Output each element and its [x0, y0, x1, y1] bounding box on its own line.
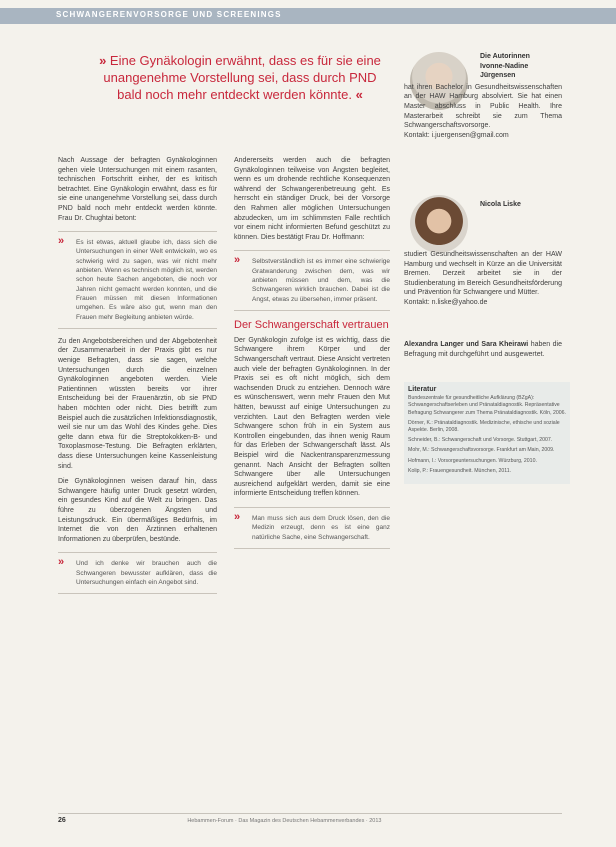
author-bio-text: hat ihren Bachelor in Gesundheitswissenschaften an der HAW Hamburg absolviert. Sie hat einen Master abschluss in Public Health. Ihre Masterarbeit schreibt sie zum Thema Schwangerschaftsvorsorge. — [404, 83, 562, 130]
literature-item: Schneider, B.: Schwangerschaft und Vorsorge. Stuttgart, 2007. — [408, 437, 553, 444]
author-name: Ivonne-Nadine Jürgensen — [480, 62, 529, 80]
quote-open-mark: » — [99, 53, 107, 68]
author-credit — [404, 340, 562, 359]
literature-item: Dörner, K.: Pränataldiagnostik. Medizinische, ethische und soziale Aspekte. Berlin, 2008. — [408, 419, 560, 434]
chevron-icon: » — [58, 235, 65, 248]
text-column-2 — [234, 156, 390, 557]
quote-text: Eine Gynäkologin erwähnt, dass es für sie eine unangenehme Vorstellung sei, dass durch PND bald noch mehr entdeckt werden könnte. — [103, 53, 381, 102]
citation-text: Es ist etwas, aktuell glaube ich, dass sich die Untersuchungen in einer Welt entwickeln, wo es schwierig wird zu sagen, was wir nicht mehr anbieten. Wenn es technisch möglich ist, werden schon heute Sachen angeboten, die noch vor Jahren nicht gemacht werden konnten, und die Frauen müssen mit diesen Informationen umgehen. Es wäre also gut, wenn man den Frauen mehr Begleitung anbieten würde. — [76, 239, 217, 321]
paragraph: Nach Aussage der befragten Gynäkologinnen gehen viele Untersuchungen mit einem rasanten, technischen Fortschritt einher, der es kritisch betrachtet. Eine Gynäkologin erwähnt, dass es für sie eine unangenehme Vorstellung sei, dass durch PND bald noch mehr entdeckt werden könnte. Frau Dr. Chughtai betont: — [58, 157, 217, 222]
quote-close-mark: « — [355, 87, 363, 102]
citation-box — [234, 507, 390, 549]
author-name: Nicola Liske — [480, 201, 521, 208]
text-column-1 — [58, 156, 217, 602]
pull-quote — [92, 52, 388, 103]
author-bio-text: studiert Gesundheitswissenschaften an der HAW Hamburg und wechselt in Kürze an die Universität Bremen. Derzeit arbeitet sie in der Studienberatung im Bereich Gesundheitsförderung und Prävention für Schwangere und Mütter. — [404, 251, 562, 297]
section-title: SCHWANGERENVORSORGE UND SCREENINGS — [56, 10, 282, 19]
page-footer — [58, 813, 562, 824]
paragraph: Die Gynäkologinnen weisen darauf hin, dass Schwangere häufig unter Druck gesetzt würden, ein gesundes Kind auf die Welt zu bringen. Das führe zu überzogenen Ängsten und Leistungsdruck. Ein übermäßiges Bedürfnis, im Internet die von den Ärztinnen erhaltenen Informationen zu überprüfen, bestünde. — [58, 478, 217, 543]
author-bio-2 — [404, 200, 562, 308]
citation-text: Und ich denke wir brauchen auch die Schwangeren bewusster aufklären, dass die Untersuchungen einfach ein Angebot sind. — [76, 560, 217, 586]
citation-box — [58, 552, 217, 594]
author-bio-1 — [404, 52, 562, 140]
subheading: Der Schwangerschaft vertrauen — [234, 318, 389, 331]
author-contact: Kontakt: i.juergensen@gmail.com — [404, 131, 509, 139]
citation-text: Man muss sich aus dem Druck lösen, den die Medizin erzeugt, denn es ist eine ganz natürliche Sache, eine Schwangerschaft. — [252, 514, 390, 541]
citation-text: Selbstverständlich ist es immer eine schwierige Gratwanderung zwischen dem, was wir anbieten müssen und dem, was die Schwangeren wirklich brauchen. Dabei ist die Angst, etwas zu übersehen, immer präsent. — [252, 258, 390, 303]
author-contact: Kontakt: n.liske@yahoo.de — [404, 298, 488, 306]
literature-item: Mohr, M.: Schwangerschaftsvorsorge. Frankfurt am Main, 2009. — [408, 447, 555, 454]
citation — [234, 510, 390, 542]
literature-box — [404, 382, 570, 484]
citation — [58, 556, 217, 587]
author-name: Alexandra Langer und Sara Kheirawi — [404, 341, 529, 348]
literature-title: Literatur — [408, 386, 437, 393]
author-credit-text: haben die Befragung mit durchgeführt und ausgewertet. — [404, 341, 562, 358]
section-header-band — [0, 8, 616, 24]
literature-item: Hofmann, I.: Vorsorgeuntersuchungen. Würzburg, 2010. — [408, 457, 537, 464]
chevron-icon: » — [234, 254, 241, 267]
citation — [234, 254, 390, 303]
footer-text: Hebammen-Forum · Das Magazin des Deutschen Hebammenverbandes · 2013 — [187, 818, 382, 824]
page-number: 26 — [58, 817, 66, 824]
paragraph: Andererseits werden auch die befragten Gynäkologinnen teilweise von Ängsten begleitet, wenn es um drohende rechtliche Konsequenzen während der Schwangerenbetreuung geht. Es herrscht ein ständiger Druck, bei der Vorsorge den Rahmen aller möglichen Untersuchungen abzudecken, um im schlimmsten Falle rechtlich vor einem nicht informierten Befund geschützt zu können. Dies bestätigt Frau Dr. Hoffmann: — [234, 157, 390, 241]
paragraph: Der Gynäkologin zufolge ist es wichtig, dass die Schwangere ihrem Körper und der Schwangerschaft vertraut. Diese Ansicht vertreten auch viele der befragten Gynäkologinnen. In der Praxis sei es oft nicht möglich, sich dem wachsenden Druck zu entziehen. Dennoch wäre es wünschenswert, wenn mehr Frauen den Mut hätten, bewusst auf einige Untersuchungen zu verzichten. Laut den Befragten werden viele Schwangere schon früh in ein System aus Kontrollen eingebunden, das ihnen wenig Raum für das Erleben der Schwangerschaft lässt. Als Beispiel wird die Nackentransparenzmessung genannt. Nach Ansicht der Befragten sollten Schwangere über alle Untersuchungen ausreichend aufgeklärt werden, damit sie eine informierte Entscheidung treffen können. — [234, 336, 390, 498]
literature-item: Kolip, P.: Frauengesundheit. München, 2011. — [408, 467, 512, 474]
literature-item: Bundeszentrale für gesundheitliche Aufklärung (BZgA): Schwangerschaftserleben und Pränataldiagnostik. Repräsentative Befragung Schwangerer zum Thema Pränataldiagnostik. Köln, 2006. — [408, 395, 566, 416]
chevron-icon: » — [58, 556, 65, 569]
chevron-icon: » — [234, 510, 241, 523]
citation — [58, 235, 217, 322]
authors-heading: Die Autorinnen — [480, 53, 530, 60]
citation-box — [234, 250, 390, 310]
citation-box — [58, 231, 217, 329]
paragraph: Zu den Angebotsbereichen und der Abgebotenheit der Zusammenarbeit in der Praxis gibt es nur wenige Befragten, dass sie sagen, welche Untersuchungen durch die einzelnen Gynäkologinnen angeboten werden. Viele Patientinnen wüssten bereits vor ihrer Entscheidung bei der Frauenärztin, ob sie PND haben möchten oder nicht. Dies betrifft zum Beispiel auch die zusätzlichen Infektionsdiagnostik, weil sie nur um das Wohl des Kindes gehe. Dies gelte dann etwa für die Streptokokken-B- und Toxoplasmose-Testung. Die Befragten erklärten, dass diese Untersuchungen keine Kassenleistung sind. — [58, 337, 217, 470]
